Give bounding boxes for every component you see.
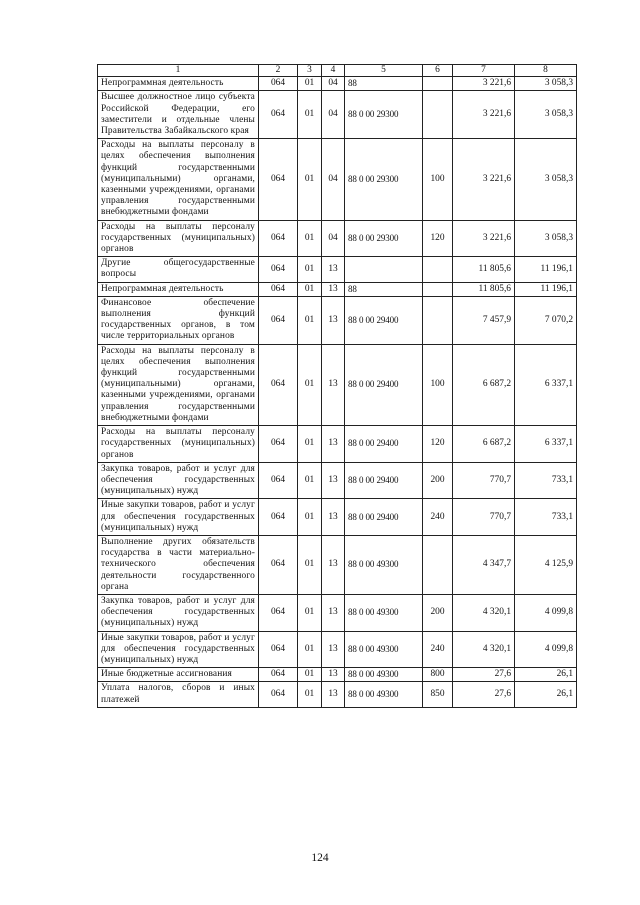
table-row bbox=[98, 77, 577, 91]
amount-year-1: 6 687,2 bbox=[453, 426, 515, 463]
section-code: 01 bbox=[298, 139, 322, 220]
section-code: 01 bbox=[298, 426, 322, 463]
amount-year-1: 27,6 bbox=[453, 682, 515, 707]
ministry-code: 064 bbox=[259, 257, 298, 282]
subsection-code: 13 bbox=[322, 682, 345, 707]
target-article-code: 88 0 00 29400 bbox=[345, 344, 423, 425]
amount-year-1: 3 221,6 bbox=[453, 77, 515, 91]
column-header: 5 bbox=[345, 65, 423, 77]
section-code: 01 bbox=[298, 594, 322, 631]
subsection-code: 04 bbox=[322, 139, 345, 220]
amount-year-1: 4 347,7 bbox=[453, 535, 515, 594]
row-name: Непрограммная деятельность bbox=[98, 77, 259, 91]
row-name: Уплата налогов, сборов и иных платежей bbox=[98, 682, 259, 707]
section-code: 01 bbox=[298, 220, 322, 257]
table-body bbox=[98, 77, 577, 708]
amount-year-1: 27,6 bbox=[453, 668, 515, 682]
amount-year-1: 7 457,9 bbox=[453, 296, 515, 344]
row-name: Иные бюджетные ассигнования bbox=[98, 668, 259, 682]
header-row bbox=[98, 65, 577, 77]
section-code: 01 bbox=[298, 344, 322, 425]
expense-type-code: 100 bbox=[423, 344, 453, 425]
amount-year-2: 733,1 bbox=[515, 462, 577, 499]
ministry-code: 064 bbox=[259, 77, 298, 91]
subsection-code: 13 bbox=[322, 594, 345, 631]
ministry-code: 064 bbox=[259, 426, 298, 463]
section-code: 01 bbox=[298, 668, 322, 682]
section-code: 01 bbox=[298, 282, 322, 296]
row-name: Иные закупки товаров, работ и услуг для обеспечения государственных (муниципальных) нужд bbox=[98, 631, 259, 668]
row-name: Непрограммная деятельность bbox=[98, 282, 259, 296]
table-row bbox=[98, 594, 577, 631]
ministry-code: 064 bbox=[259, 91, 298, 139]
expense-type-code bbox=[423, 77, 453, 91]
expense-type-code: 200 bbox=[423, 462, 453, 499]
ministry-code: 064 bbox=[259, 668, 298, 682]
subsection-code: 13 bbox=[322, 462, 345, 499]
ministry-code: 064 bbox=[259, 682, 298, 707]
expense-type-code bbox=[423, 296, 453, 344]
ministry-code: 064 bbox=[259, 462, 298, 499]
amount-year-2: 3 058,3 bbox=[515, 220, 577, 257]
table-row bbox=[98, 139, 577, 220]
ministry-code: 064 bbox=[259, 594, 298, 631]
ministry-code: 064 bbox=[259, 535, 298, 594]
amount-year-2: 4 125,9 bbox=[515, 535, 577, 594]
row-name: Другие общегосударственные вопросы bbox=[98, 257, 259, 282]
table-row bbox=[98, 535, 577, 594]
row-name: Высшее должностное лицо субъекта Российской Федерации, его заместители и отдельные члены Правительства Забайкальского края bbox=[98, 91, 259, 139]
expense-type-code bbox=[423, 282, 453, 296]
target-article-code: 88 0 00 29400 bbox=[345, 426, 423, 463]
expense-type-code: 240 bbox=[423, 631, 453, 668]
column-header: 7 bbox=[453, 65, 515, 77]
expense-type-code: 850 bbox=[423, 682, 453, 707]
subsection-code: 13 bbox=[322, 344, 345, 425]
table-row bbox=[98, 296, 577, 344]
budget-table bbox=[97, 64, 577, 708]
amount-year-2: 4 099,8 bbox=[515, 631, 577, 668]
subsection-code: 13 bbox=[322, 631, 345, 668]
row-name: Расходы на выплаты персоналу государственных (муниципальных) органов bbox=[98, 426, 259, 463]
amount-year-2: 26,1 bbox=[515, 682, 577, 707]
column-header: 6 bbox=[423, 65, 453, 77]
row-name: Выполнение других обязательств государства в части материально-технического обеспечения деятельности государственного органа bbox=[98, 535, 259, 594]
ministry-code: 064 bbox=[259, 499, 298, 536]
amount-year-1: 3 221,6 bbox=[453, 139, 515, 220]
table-row bbox=[98, 631, 577, 668]
subsection-code: 04 bbox=[322, 91, 345, 139]
row-name: Закупка товаров, работ и услуг для обеспечения государственных (муниципальных) нужд bbox=[98, 462, 259, 499]
section-code: 01 bbox=[298, 462, 322, 499]
expense-type-code bbox=[423, 257, 453, 282]
table-row bbox=[98, 462, 577, 499]
column-header: 8 bbox=[515, 65, 577, 77]
row-name: Иные закупки товаров, работ и услуг для обеспечения государственных (муниципальных) нужд bbox=[98, 499, 259, 536]
column-header: 3 bbox=[298, 65, 322, 77]
ministry-code: 064 bbox=[259, 220, 298, 257]
ministry-code: 064 bbox=[259, 631, 298, 668]
ministry-code: 064 bbox=[259, 296, 298, 344]
subsection-code: 13 bbox=[322, 535, 345, 594]
amount-year-1: 4 320,1 bbox=[453, 631, 515, 668]
section-code: 01 bbox=[298, 499, 322, 536]
subsection-code: 13 bbox=[322, 499, 345, 536]
page-number: 124 bbox=[311, 852, 329, 864]
section-code: 01 bbox=[298, 535, 322, 594]
target-article-code: 88 0 00 49300 bbox=[345, 535, 423, 594]
table-row bbox=[98, 499, 577, 536]
section-code: 01 bbox=[298, 296, 322, 344]
target-article-code: 88 bbox=[345, 77, 423, 91]
amount-year-1: 4 320,1 bbox=[453, 594, 515, 631]
target-article-code: 88 bbox=[345, 282, 423, 296]
table-row bbox=[98, 426, 577, 463]
table-row bbox=[98, 282, 577, 296]
amount-year-2: 7 070,2 bbox=[515, 296, 577, 344]
expense-type-code bbox=[423, 91, 453, 139]
amount-year-1: 11 805,6 bbox=[453, 257, 515, 282]
target-article-code: 88 0 00 29300 bbox=[345, 139, 423, 220]
ministry-code: 064 bbox=[259, 282, 298, 296]
subsection-code: 04 bbox=[322, 77, 345, 91]
target-article-code: 88 0 00 49300 bbox=[345, 631, 423, 668]
target-article-code: 88 0 00 29300 bbox=[345, 91, 423, 139]
row-name: Расходы на выплаты персоналу государственных (муниципальных) органов bbox=[98, 220, 259, 257]
section-code: 01 bbox=[298, 257, 322, 282]
amount-year-1: 770,7 bbox=[453, 462, 515, 499]
target-article-code: 88 0 00 29400 bbox=[345, 462, 423, 499]
document-page bbox=[97, 64, 576, 708]
amount-year-2: 3 058,3 bbox=[515, 139, 577, 220]
expense-type-code: 800 bbox=[423, 668, 453, 682]
subsection-code: 04 bbox=[322, 220, 345, 257]
subsection-code: 13 bbox=[322, 296, 345, 344]
amount-year-1: 11 805,6 bbox=[453, 282, 515, 296]
row-name: Расходы на выплаты персоналу в целях обеспечения выполнения функций государственными (муниципальными) органами, казенными учреждениями, органами управления государственными внебюджетными фондами bbox=[98, 344, 259, 425]
ministry-code: 064 bbox=[259, 139, 298, 220]
subsection-code: 13 bbox=[322, 257, 345, 282]
expense-type-code bbox=[423, 535, 453, 594]
section-code: 01 bbox=[298, 91, 322, 139]
section-code: 01 bbox=[298, 631, 322, 668]
column-header: 2 bbox=[259, 65, 298, 77]
target-article-code: 88 0 00 29400 bbox=[345, 296, 423, 344]
amount-year-2: 26,1 bbox=[515, 668, 577, 682]
amount-year-1: 6 687,2 bbox=[453, 344, 515, 425]
target-article-code: 88 0 00 29300 bbox=[345, 220, 423, 257]
expense-type-code: 120 bbox=[423, 426, 453, 463]
section-code: 01 bbox=[298, 77, 322, 91]
subsection-code: 13 bbox=[322, 426, 345, 463]
amount-year-2: 11 196,1 bbox=[515, 282, 577, 296]
target-article-code: 88 0 00 29400 bbox=[345, 499, 423, 536]
target-article-code: 88 0 00 49300 bbox=[345, 682, 423, 707]
subsection-code: 13 bbox=[322, 668, 345, 682]
table-row bbox=[98, 682, 577, 707]
ministry-code: 064 bbox=[259, 344, 298, 425]
expense-type-code: 200 bbox=[423, 594, 453, 631]
amount-year-2: 11 196,1 bbox=[515, 257, 577, 282]
row-name: Закупка товаров, работ и услуг для обеспечения государственных (муниципальных) нужд bbox=[98, 594, 259, 631]
target-article-code: 88 0 00 49300 bbox=[345, 668, 423, 682]
section-code: 01 bbox=[298, 682, 322, 707]
amount-year-2: 733,1 bbox=[515, 499, 577, 536]
table-row bbox=[98, 220, 577, 257]
expense-type-code: 100 bbox=[423, 139, 453, 220]
amount-year-1: 3 221,6 bbox=[453, 220, 515, 257]
column-header: 4 bbox=[322, 65, 345, 77]
amount-year-1: 770,7 bbox=[453, 499, 515, 536]
row-name: Расходы на выплаты персоналу в целях обеспечения выполнения функций государственными (муниципальными) органами, казенными учреждениями, органами управления государственными внебюджетными фондами bbox=[98, 139, 259, 220]
table-row bbox=[98, 344, 577, 425]
amount-year-2: 6 337,1 bbox=[515, 426, 577, 463]
amount-year-1: 3 221,6 bbox=[453, 91, 515, 139]
amount-year-2: 4 099,8 bbox=[515, 594, 577, 631]
target-article-code: 88 0 00 49300 bbox=[345, 594, 423, 631]
amount-year-2: 3 058,3 bbox=[515, 91, 577, 139]
column-header: 1 bbox=[98, 65, 259, 77]
table-row bbox=[98, 257, 577, 282]
target-article-code bbox=[345, 257, 423, 282]
amount-year-2: 3 058,3 bbox=[515, 77, 577, 91]
amount-year-2: 6 337,1 bbox=[515, 344, 577, 425]
row-name: Финансовое обеспечение выполнения функций государственных органов, в том числе территориальных органов bbox=[98, 296, 259, 344]
expense-type-code: 240 bbox=[423, 499, 453, 536]
expense-type-code: 120 bbox=[423, 220, 453, 257]
table-row bbox=[98, 91, 577, 139]
subsection-code: 13 bbox=[322, 282, 345, 296]
table-row bbox=[98, 668, 577, 682]
